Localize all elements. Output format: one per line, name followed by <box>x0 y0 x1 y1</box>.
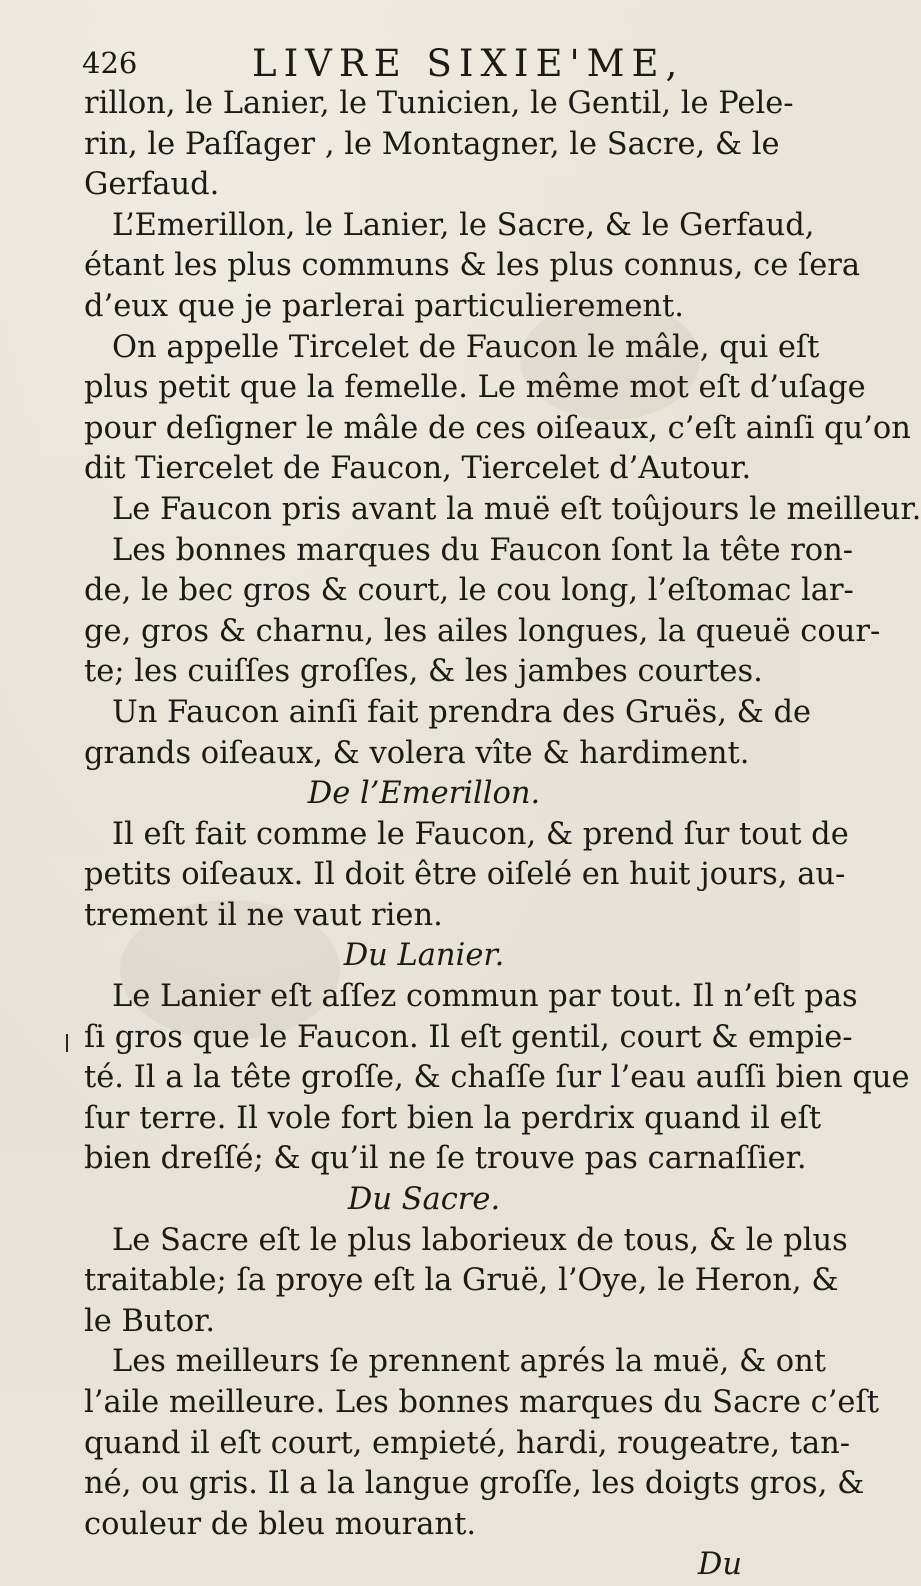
body-line: On appelle Tircelet de Faucon le mâle, qui eſt <box>112 329 820 365</box>
section-heading: Du Lanier. <box>343 938 505 974</box>
body-line: Gerfaud. <box>84 167 220 203</box>
body-line: étant les plus communs & les plus connus, ce ſera <box>84 248 861 284</box>
body-line: de, le bec gros & court, le cou long, l’eſtomac lar- <box>84 573 854 609</box>
body-line: ge, gros & charnu, les ailes longues, la queuë cour- <box>84 613 881 649</box>
body-line: couleur de bleu mourant. <box>84 1506 477 1542</box>
body-line: ſur terre. Il vole fort bien la perdrix quand il eſt <box>84 1100 822 1136</box>
body-line: rillon, le Lanier, le Tunicien, le Gentil, le Pele- <box>84 86 794 121</box>
page-body <box>84 84 921 1586</box>
body-line: le Butor. <box>84 1303 216 1339</box>
body-line: Le Faucon pris avant la muë eſt toûjours le meilleur. <box>112 491 921 527</box>
body-line: Un Faucon ainſi fait prendra des Gruës, & de <box>112 694 812 730</box>
body-line: Les bonnes marques du Faucon ſont la tête ron- <box>112 532 854 568</box>
body-line: ſi gros que le Faucon. Il eſt gentil, court & empie- <box>84 1019 853 1055</box>
body-line: bien dreſſé; & qu’il ne ſe trouve pas carnaſſier. <box>84 1141 807 1177</box>
body-line: grands oiſeaux, & volera vîte & hardiment. <box>84 735 750 771</box>
section-heading: Du Sacre. <box>347 1182 501 1218</box>
body-line: Les meilleurs ſe prennent aprés la muë, & ont <box>112 1344 827 1380</box>
catchword: Du <box>697 1547 742 1583</box>
section-heading: De l’Emerillon. <box>307 776 541 812</box>
body-line: d’eux que je parlerai particulierement. <box>84 288 685 324</box>
body-line: Le Sacre eſt le plus laborieux de tous, & le plus <box>112 1222 848 1258</box>
body-line: rin, le Paſſager , le Montagner, le Sacre, & le <box>84 126 780 162</box>
body-line: quand il eſt court, empieté, hardi, rougeatre, tan- <box>84 1425 851 1461</box>
body-line: traitable; ſa proye eſt la Gruë, l’Oye, le Heron, & <box>84 1263 839 1299</box>
body-line: trement il ne vaut rien. <box>84 897 443 933</box>
page-number: 426 <box>82 46 138 80</box>
body-line: dit Tiercelet de Faucon, Tiercelet d’Autour. <box>84 451 752 487</box>
margin-mark <box>66 1034 68 1052</box>
running-title: LIVRE SIXIE'ME, <box>252 42 685 85</box>
body-line: plus petit que la femelle. Le même mot eſt d’uſage <box>84 370 866 406</box>
body-line: né, ou gris. Il a la langue groſſe, les doigts gros, & <box>84 1466 865 1502</box>
body-line: pour deſigner le mâle de ces oiſeaux, c’eſt ainſi qu’on <box>84 410 911 446</box>
body-line: te; les cuiſſes groſſes, & les jambes courtes. <box>84 654 763 690</box>
body-line: l’aile meilleure. Les bonnes marques du Sacre c’eſt <box>84 1385 880 1420</box>
running-head <box>82 42 754 86</box>
body-line: té. Il a la tête groſſe, & chaſſe ſur l’eau auſſi bien que <box>84 1060 910 1096</box>
body-line: L’Emerillon, le Lanier, le Sacre, & le Gerfaud, <box>112 207 815 243</box>
body-line: petits oiſeaux. Il doit être oiſelé en huit jours, au- <box>84 857 846 893</box>
body-line: Il eſt fait comme le Faucon, & prend ſur tout de <box>112 816 849 852</box>
body-line: Le Lanier eſt aſſez commun par tout. Il n’eſt pas <box>112 979 858 1015</box>
